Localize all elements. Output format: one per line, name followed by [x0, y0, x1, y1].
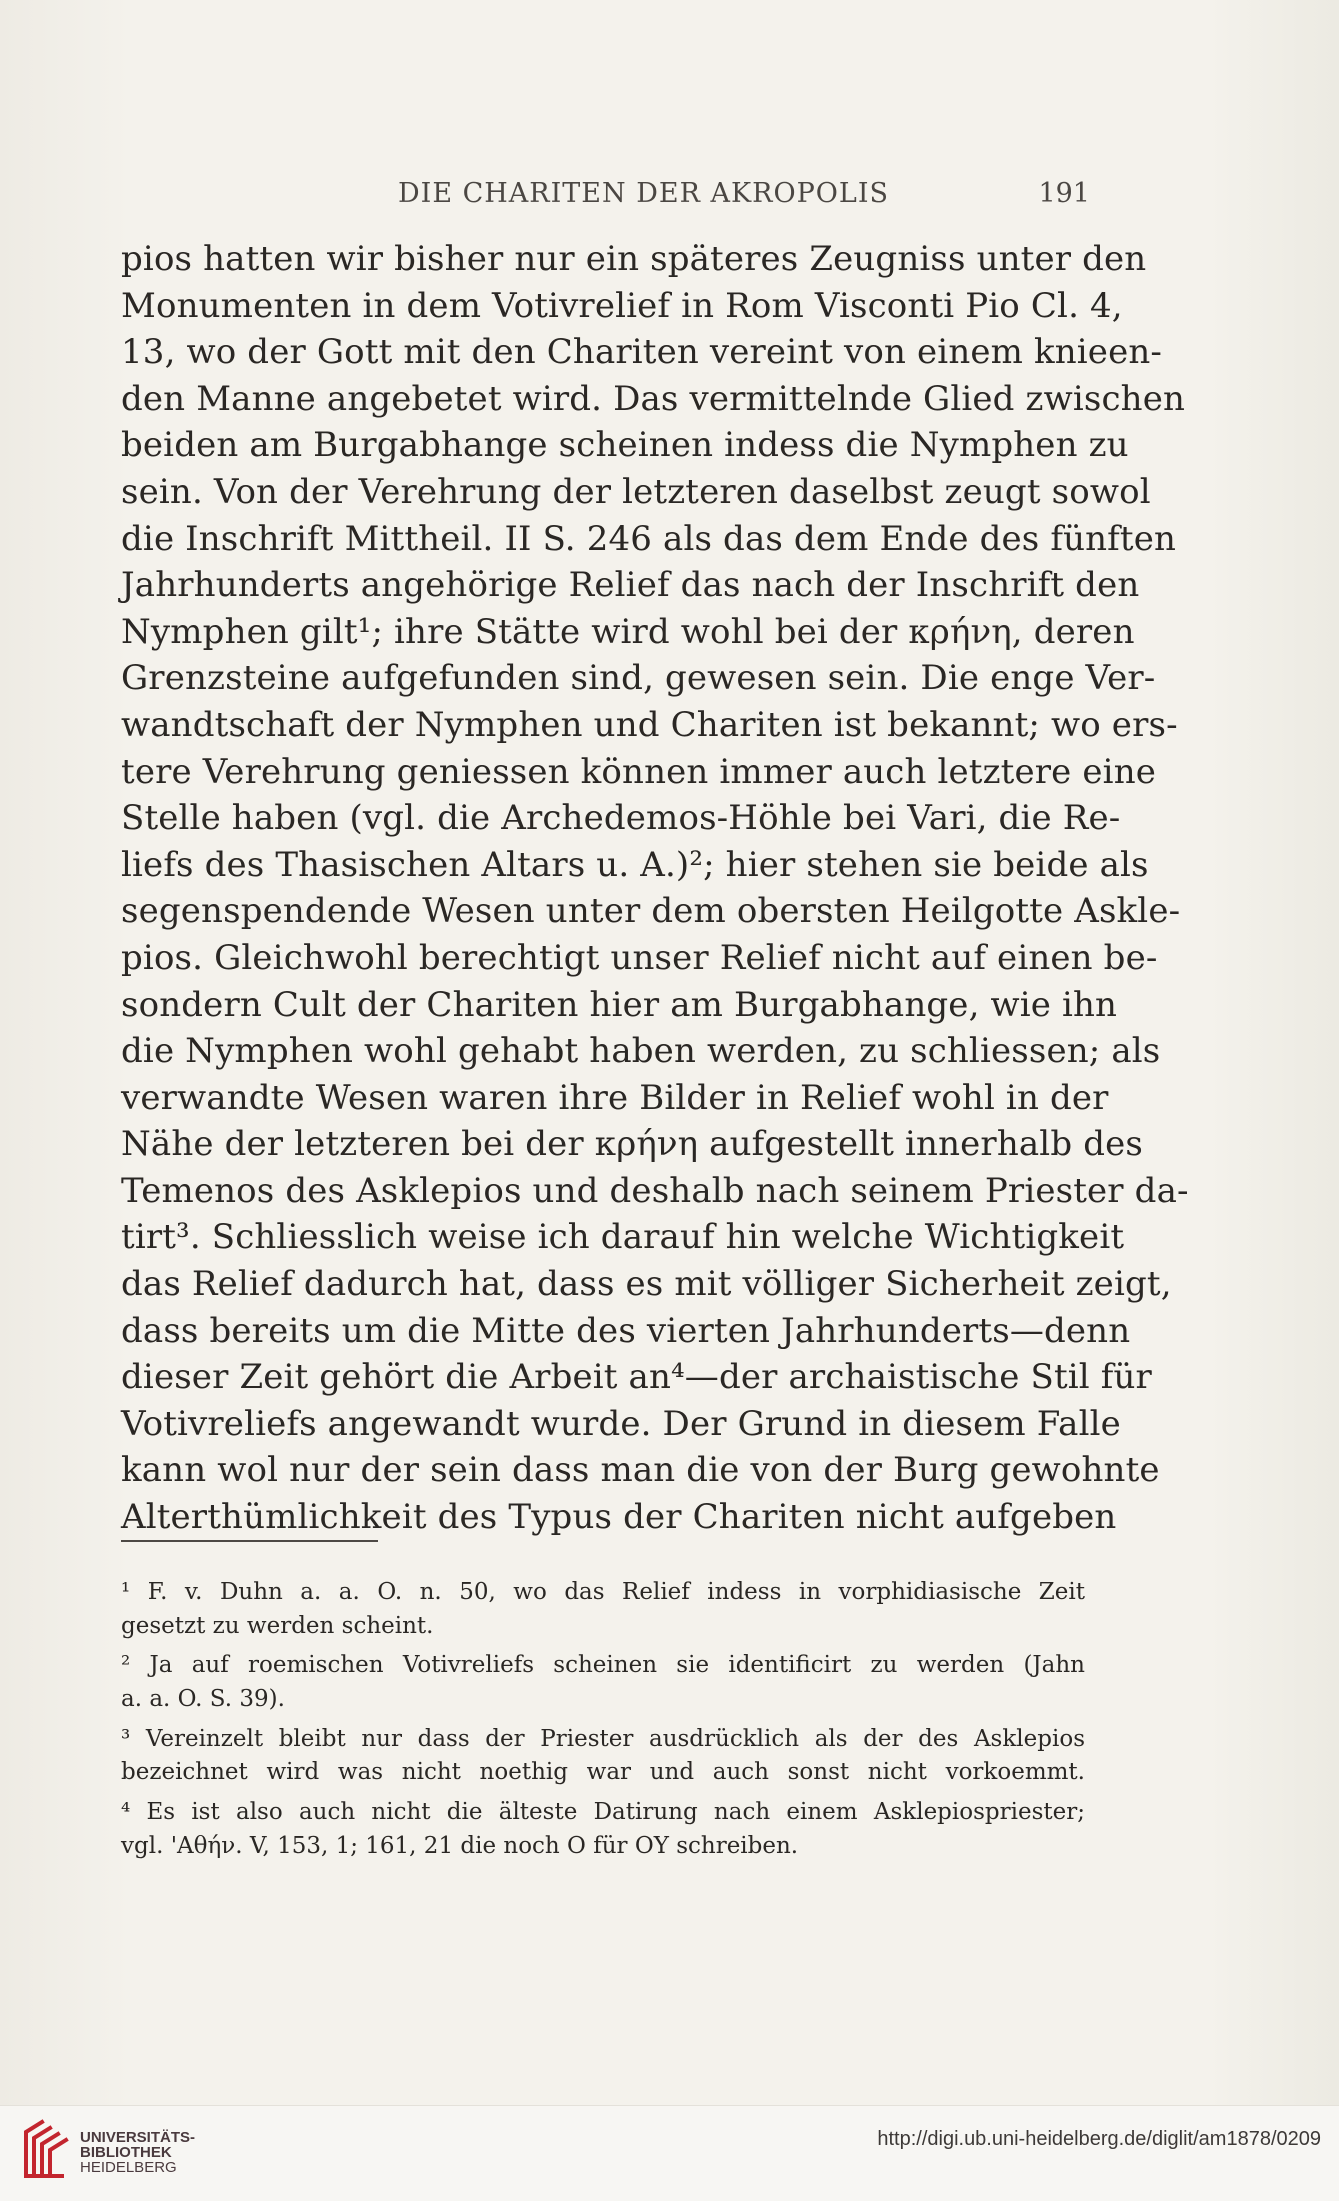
- body-line: sein. Von der Verehrung der letzteren daselbst zeugt sowol: [121, 471, 1151, 512]
- body-line: pios hatten wir bisher nur ein späteres Zeugniss unter den: [121, 239, 1147, 279]
- institution-line: BIBLIOTHEK: [80, 2144, 172, 2161]
- body-line: kann wol nur der sein dass man die von der Burg gewohnte: [121, 1450, 1160, 1491]
- footnote-line: ¹ F. v. Duhn a. a. O. n. 50, wo das Relief indess in vorphidiasische Zeit: [121, 1579, 1085, 1605]
- body-line: Votivreliefs angewandt wurde. Der Grund in diesem Falle: [121, 1403, 1121, 1444]
- footnote-line: ² Ja auf roemischen Votivreliefs scheinen sie identificirt zu werden (Jahn: [121, 1652, 1085, 1679]
- body-line: segenspendende Wesen unter dem obersten Heilgotte Askle-: [121, 891, 1181, 932]
- footnote-line: ³ Vereinzelt bleibt nur dass der Priester ausdrücklich als der des Asklepios: [121, 1725, 1085, 1752]
- body-line: tirt³. Schliesslich weise ich darauf hin welche Wichtigkeit: [121, 1217, 1125, 1258]
- body-line: tere Verehrung geniessen können immer auch letztere eine: [121, 751, 1157, 792]
- institution-line: UNIVERSITÄTS-: [80, 2129, 196, 2146]
- library-logo-icon: [18, 2114, 80, 2184]
- footnote-line: ⁴ Es ist also auch nicht die älteste Datirung nach einem Asklepiospriester;: [121, 1799, 1085, 1826]
- running-head: [120, 178, 1090, 218]
- running-title: DIE CHARITEN DER AKROPOLIS: [398, 178, 890, 209]
- body-line: Alterthümlichkeit des Typus der Chariten nicht aufgeben: [121, 1497, 1117, 1538]
- body-line: sondern Cult der Chariten hier am Burgabhange, wie ihn: [121, 984, 1118, 1025]
- institution-line: HEIDELBERG: [80, 2159, 177, 2176]
- body-line: pios. Gleichwohl berechtigt unser Relief nicht auf einen be-: [121, 937, 1158, 978]
- footnote-line: a. a. O. S. 39).: [121, 1686, 285, 1713]
- footnote-line: gesetzt zu werden scheint.: [121, 1612, 434, 1639]
- body-line: wandtschaft der Nymphen und Chariten ist bekannt; wo ers-: [121, 704, 1178, 745]
- body-line: Monumenten in dem Votivrelief in Rom Visconti Pio Cl. 4,: [121, 285, 1123, 326]
- body-line: beiden am Burgabhange scheinen indess die Nymphen zu: [121, 425, 1129, 466]
- body-line: Grenzsteine aufgefunden sind, gewesen sein. Die enge Ver-: [121, 658, 1156, 699]
- library-footer: [0, 2105, 1339, 2201]
- body-line: verwandte Wesen waren ihre Bilder in Relief wohl in der: [121, 1077, 1109, 1118]
- body-line: den Manne angebetet wird. Das vermittelnde Glied zwischen: [121, 378, 1186, 419]
- body-line: die Inschrift Mittheil. II S. 246 als das dem Ende des fünften: [121, 518, 1177, 559]
- body-line: das Relief dadurch hat, dass es mit völliger Sicherheit zeigt,: [121, 1264, 1172, 1305]
- page-number: 191: [1038, 178, 1090, 209]
- body-line: Stelle haben (vgl. die Archedemos-Höhle bei Vari, die Re-: [121, 798, 1121, 839]
- body-line: dass bereits um die Mitte des vierten Jahrhunderts—denn: [121, 1310, 1131, 1351]
- footnote-divider: [121, 1540, 378, 1542]
- institution-name: [80, 2130, 195, 2175]
- body-line: liefs des Thasischen Altars u. A.)²; hier stehen sie beide als: [121, 844, 1149, 885]
- footnotes: [121, 1576, 1085, 1864]
- body-line: Temenos des Asklepios und deshalb nach seinem Priester da-: [121, 1170, 1189, 1211]
- footnote-line: bezeichnet wird was nicht noethig war und auch sonst nicht vorkoemmt.: [121, 1759, 1085, 1786]
- body-line: Nymphen gilt¹; ihre Stätte wird wohl bei der κρήνη, deren: [121, 611, 1135, 652]
- body-line: Jahrhunderts angehörige Relief das nach der Inschrift den: [121, 565, 1140, 606]
- body-line: Nähe der letzteren bei der κρήνη aufgestellt innerhalb des: [121, 1124, 1143, 1165]
- document-url[interactable]: http://digi.ub.uni-heidelberg.de/diglit/am1878/0209: [877, 2128, 1321, 2150]
- main-text: [121, 236, 1189, 1541]
- footnote-line: vgl. 'Αθήν. V, 153, 1; 161, 21 die noch O für OY schreiben.: [121, 1832, 799, 1859]
- body-line: die Nymphen wohl gehabt haben werden, zu schliessen; als: [121, 1031, 1161, 1072]
- body-line: 13, wo der Gott mit den Chariten vereint von einem knieen-: [121, 332, 1163, 373]
- body-line: dieser Zeit gehört die Arbeit an⁴—der archaistische Stil für: [121, 1357, 1152, 1398]
